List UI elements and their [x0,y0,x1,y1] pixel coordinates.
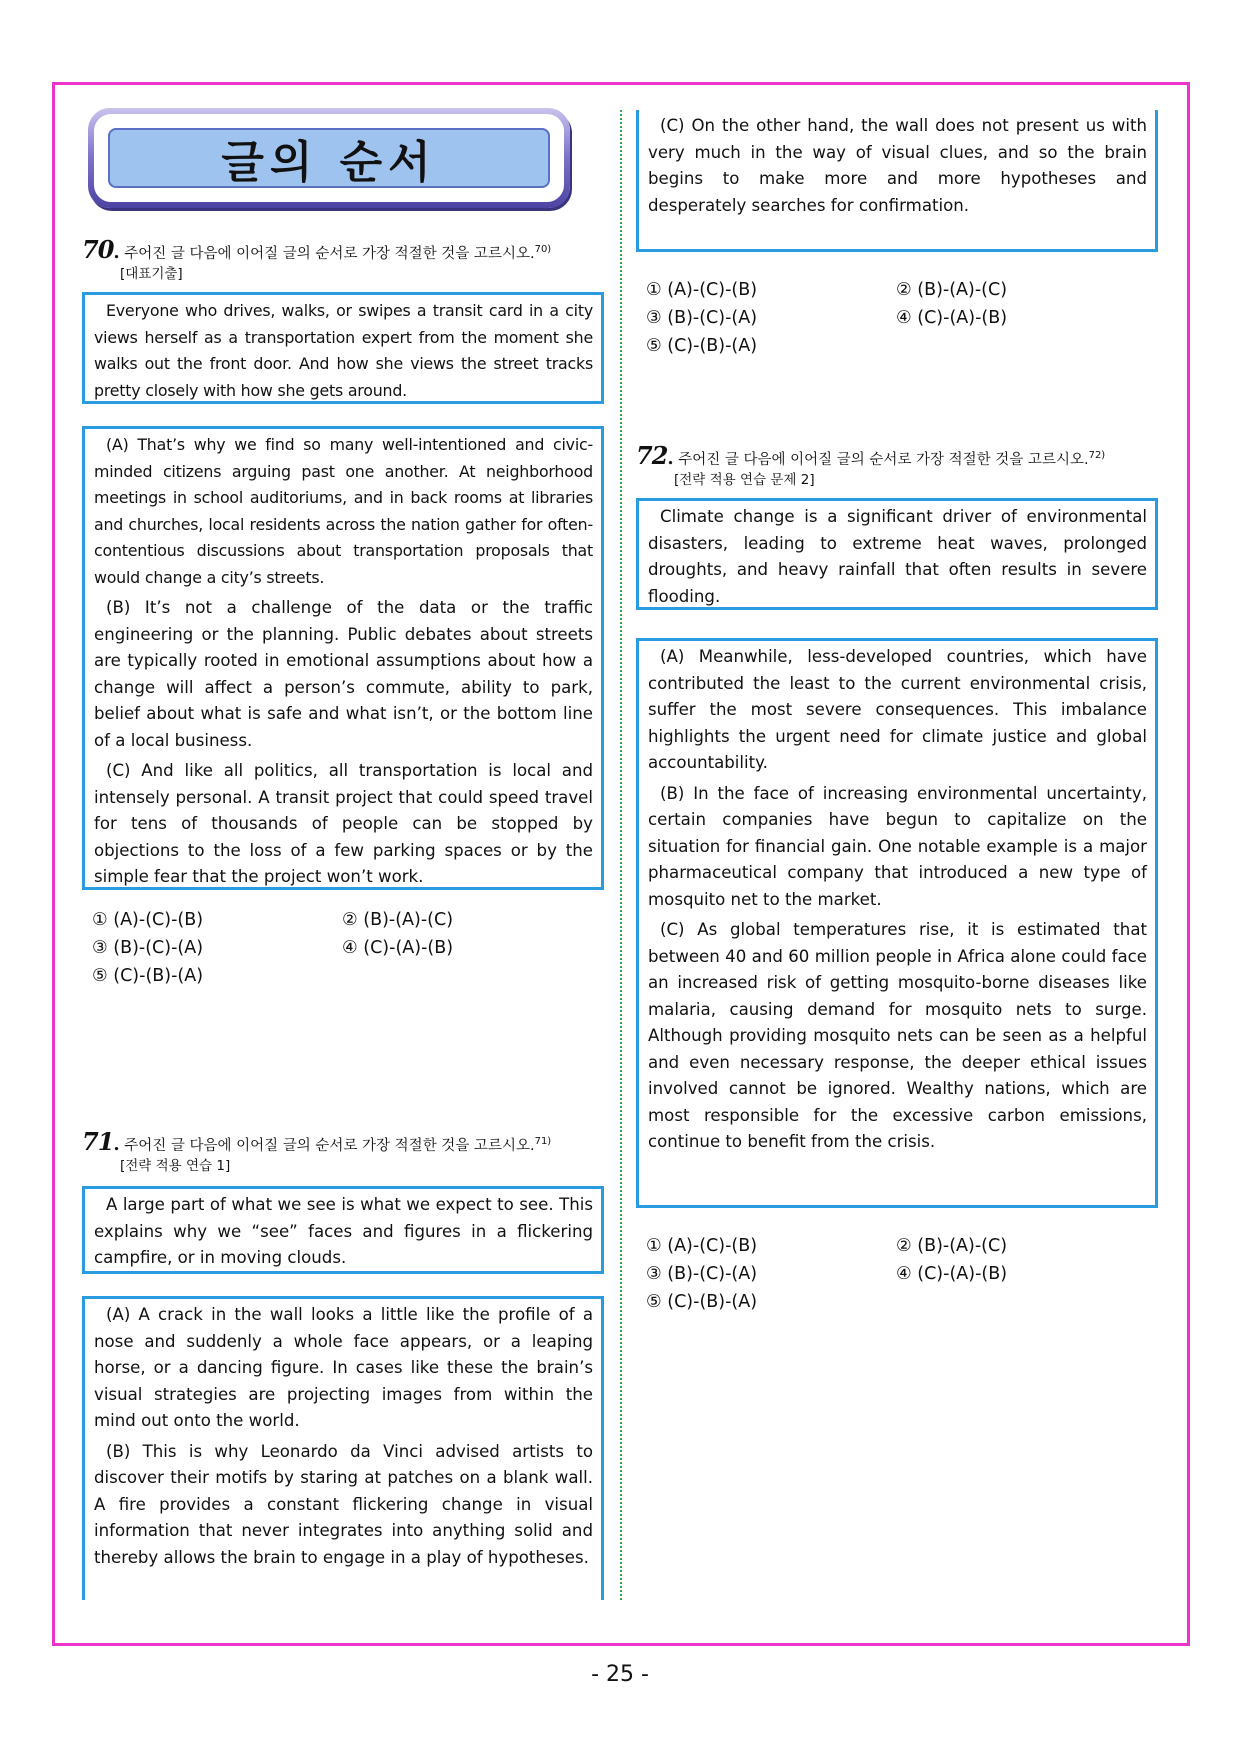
choice-4[interactable]: ④ (C)-(A)-(B) [342,938,454,958]
paragraph-c: (C) On the other hand, the wall does not present us with very much in the way of visual clues, and so the brain begins to make more and more hypotheses and desperately searches for confirmation. [648,116,1147,215]
paragraph-c: (C) As global temperatures rise, it is estimated that between 40 and 60 million people in Africa alone could face an increased risk of getting mosquito-borne diseases like malaria, causing demand for mosquito nets to surge. Although providing mosquito nets can be seen as a helpful and even necessary response, the deeper ethical issues involved cannot be ignored. Wealthy nations, which are most responsible for the excessive carbon emissions, continue to benefit from the crisis. [648,920,1147,1151]
given-text: Everyone who drives, walks, or swipes a transit card in a city views herself as a transportation expert from the moment she walks out the front door. And how she views the street tracks pretty closely with how she gets around. [94,301,593,400]
paragraph-a: (A) Meanwhile, less-developed countries, which have contributed the least to the current environmental crisis, suffer the most severe consequences. This imbalance highlights the urgent need for climate justice and global accountability. [648,647,1147,772]
footnote-ref: 70) [534,244,552,256]
page-number: - 25 - [591,1662,649,1687]
paragraph-b: (B) It’s not a challenge of the data or the traffic engineering or the planning. Public debates about streets are typically rooted in emotional assumptions about how a change will affect a person’s commute, ability to park, belief about what is safe and what isn’t, or the bottom line of a local business. [94,598,593,750]
q71-choices [646,276,1146,360]
q70-given-passage [82,292,604,404]
choice-5[interactable]: ⑤ (C)-(B)-(A) [92,966,204,986]
choice-1[interactable]: ① (A)-(C)-(B) [646,1236,758,1256]
paragraph-a: (A) A crack in the wall looks a little like the profile of a nose and suddenly a whole face appears, or a leaping horse, or a dancing figure. In cases like these the brain’s visual strategies are projecting images from within the mind out onto the world. [94,1305,593,1430]
q72-choices [646,1232,1146,1316]
given-text: A large part of what we see is what we expect to see. This explains why we “see” faces and figures in a flickering campfire, or in moving clouds. [94,1195,593,1267]
question-number: 72 [636,441,668,470]
question-number: 70 [82,235,114,264]
choice-3[interactable]: ③ (B)-(C)-(A) [92,938,204,958]
question-tag: [대표기출] [120,266,183,282]
q71-options-passage-part2 [636,110,1158,252]
question-71-header: 71. 주어진 글 다음에 이어질 글의 순서로 가장 적절한 것을 고르시오.$^{71)}$ [전략 적용 연습 1] [82,1132,612,1176]
choice-3[interactable]: ③ (B)-(C)-(A) [646,1264,758,1284]
choice-5[interactable]: ⑤ (C)-(B)-(A) [646,336,758,356]
question-tag: [전략 적용 연습 문제 2] [674,472,815,488]
question-tag: [전략 적용 연습 1] [120,1158,231,1174]
q72-given-passage [636,498,1158,610]
choice-2[interactable]: ② (B)-(A)-(C) [342,910,454,930]
q72-options-passage [636,638,1158,1208]
choice-4[interactable]: ④ (C)-(A)-(B) [896,308,1008,328]
question-prompt: 주어진 글 다음에 이어질 글의 순서로 가장 적절한 것을 고르시오. [678,452,1089,468]
choice-4[interactable]: ④ (C)-(A)-(B) [896,1264,1008,1284]
paragraph-a: (A) That’s why we find so many well-intentioned and civic-minded citizens arguing past one another. At neighborhood meetings in school auditoriums, and in back rooms at libraries and churches, local residents across the nation gather for often-contentious discussions about transportation proposals that would change a city’s streets. [94,435,593,587]
section-title: 글의 순서 [221,137,437,188]
question-prompt: 주어진 글 다음에 이어질 글의 순서로 가장 적절한 것을 고르시오. [124,246,535,262]
footnote-ref: 71) [534,1136,552,1148]
choice-2[interactable]: ② (B)-(A)-(C) [896,1236,1008,1256]
q71-options-passage-part1 [82,1296,604,1600]
section-title-plate [88,108,570,208]
paragraph-b: (B) This is why Leonardo da Vinci advised artists to discover their motifs by staring at patches on a blank wall. A fire provides a constant flickering change in visual information that never integrates into anything solid and thereby allows the brain to engage in a play of hypotheses. [94,1441,593,1567]
choice-5[interactable]: ⑤ (C)-(B)-(A) [646,1292,758,1312]
given-text: Climate change is a significant driver of environmental disasters, leading to extreme heat waves, prolonged droughts, and heavy rainfall that often results in severe flooding. [648,507,1147,606]
question-number: 71 [82,1127,114,1156]
q71-given-passage [82,1186,604,1274]
q70-options-passage [82,426,604,890]
choice-1[interactable]: ① (A)-(C)-(B) [646,280,758,300]
column-divider [620,110,622,1600]
question-70-header: 70. 주어진 글 다음에 이어질 글의 순서로 가장 적절한 것을 고르시오.$^{70)}$ [대표기출] [82,240,612,284]
question-prompt: 주어진 글 다음에 이어질 글의 순서로 가장 적절한 것을 고르시오. [124,1138,535,1154]
paragraph-b: (B) In the face of increasing environmental uncertainty, certain companies have begun to capitalize on the situation for financial gain. One notable example is a major pharmaceutical company that introduced a new type of mosquito net to the market. [648,783,1147,909]
paragraph-c: (C) And like all politics, all transportation is local and intensely personal. A transit project that could speed travel for tens of thousands of people can be stopped by objections to the loss of a few parking spaces or by the simple fear that the project won’t work. [94,761,593,886]
choice-3[interactable]: ③ (B)-(C)-(A) [646,308,758,328]
q70-choices [92,906,592,990]
footnote-ref: 72) [1088,450,1106,462]
choice-1[interactable]: ① (A)-(C)-(B) [92,910,204,930]
question-72-header: 72. 주어진 글 다음에 이어질 글의 순서로 가장 적절한 것을 고르시오.$^{72)}$ [전략 적용 연습 문제 2] [636,446,1176,490]
choice-2[interactable]: ② (B)-(A)-(C) [896,280,1008,300]
